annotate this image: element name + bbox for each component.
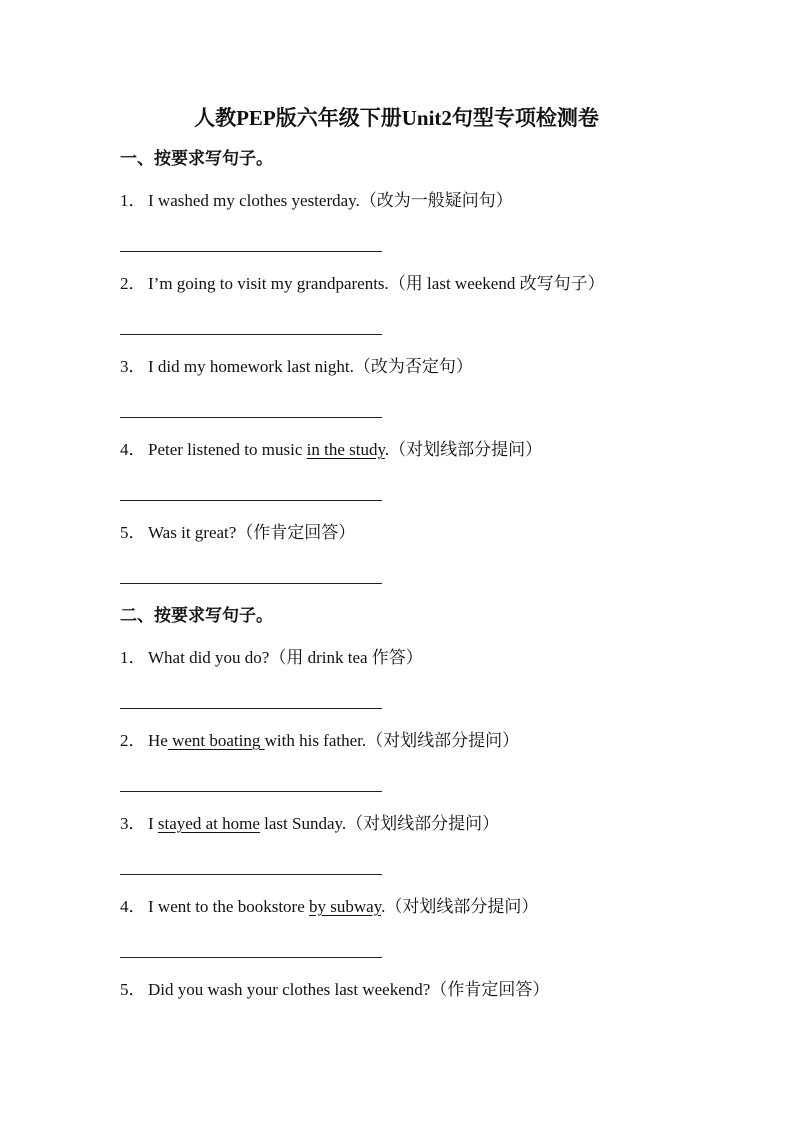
question-item	[120, 728, 519, 754]
question-item	[120, 520, 355, 546]
question-instruction: （对划线部分提问）	[385, 897, 539, 916]
answer-line[interactable]	[120, 583, 382, 584]
question-number: 4．	[120, 440, 146, 459]
answer-line[interactable]	[120, 791, 382, 792]
question-instruction: （改为否定句）	[353, 357, 473, 376]
underlined-text: by subway	[309, 897, 382, 916]
answer-line[interactable]	[120, 251, 382, 252]
question-instruction: （作肯定回答）	[430, 980, 550, 999]
question-number: 5．	[120, 980, 146, 999]
question-instruction: （用 drink tea 作答）	[269, 648, 423, 667]
question-item	[120, 271, 605, 297]
question-number: 3．	[120, 357, 146, 376]
question-number: 2．	[120, 274, 146, 293]
answer-line[interactable]	[120, 417, 382, 418]
question-number: 2．	[120, 731, 146, 750]
question-number: 1．	[120, 191, 146, 210]
question-instruction: （作肯定回答）	[236, 523, 356, 542]
question-text: Did you wash your clothes last weekend?	[148, 980, 431, 999]
answer-line[interactable]	[120, 957, 382, 958]
question-item	[120, 894, 538, 920]
question-item	[120, 437, 542, 463]
question-text: What did you do?	[148, 648, 270, 667]
question-instruction: （对划线部分提问）	[366, 731, 520, 750]
question-text: I did my homework last night.	[148, 357, 354, 376]
question-instruction: （改为一般疑问句）	[359, 191, 513, 210]
question-text-after: .	[381, 897, 386, 916]
question-text: I’m going to visit my grandparents.	[148, 274, 389, 293]
answer-line[interactable]	[120, 874, 382, 875]
question-instruction: （用 last weekend 改写句子）	[388, 274, 605, 293]
underlined-text: in the study	[306, 440, 385, 459]
question-item	[120, 188, 513, 214]
question-text: Peter listened to music	[148, 440, 307, 459]
question-number: 5．	[120, 523, 146, 542]
section-heading: 二、按要求写句子。	[120, 606, 273, 625]
question-item	[120, 645, 423, 671]
question-number: 4．	[120, 897, 146, 916]
question-number: 3．	[120, 814, 146, 833]
question-text: I went to the bookstore	[148, 897, 309, 916]
question-text: Was it great?	[148, 523, 237, 542]
question-item	[120, 811, 499, 837]
answer-line[interactable]	[120, 708, 382, 709]
question-item	[120, 354, 473, 380]
question-item	[120, 977, 549, 1003]
question-number: 1．	[120, 648, 146, 667]
underlined-text: stayed at home	[157, 814, 260, 833]
question-instruction: （对划线部分提问）	[389, 440, 543, 459]
section-heading: 一、按要求写句子。	[120, 149, 273, 168]
question-text: I	[148, 814, 158, 833]
question-text-after: with his father.	[264, 731, 367, 750]
answer-line[interactable]	[120, 500, 382, 501]
question-text-after: .	[384, 440, 390, 459]
page-title: 人教PEP版六年级下册Unit2句型专项检测卷	[194, 106, 599, 130]
question-text: He	[148, 731, 168, 750]
underlined-text: went boating	[167, 731, 265, 750]
question-instruction: （对划线部分提问）	[346, 814, 500, 833]
question-text-after: last Sunday.	[259, 814, 347, 833]
question-text: I washed my clothes yesterday.	[148, 191, 360, 210]
answer-line[interactable]	[120, 334, 382, 335]
